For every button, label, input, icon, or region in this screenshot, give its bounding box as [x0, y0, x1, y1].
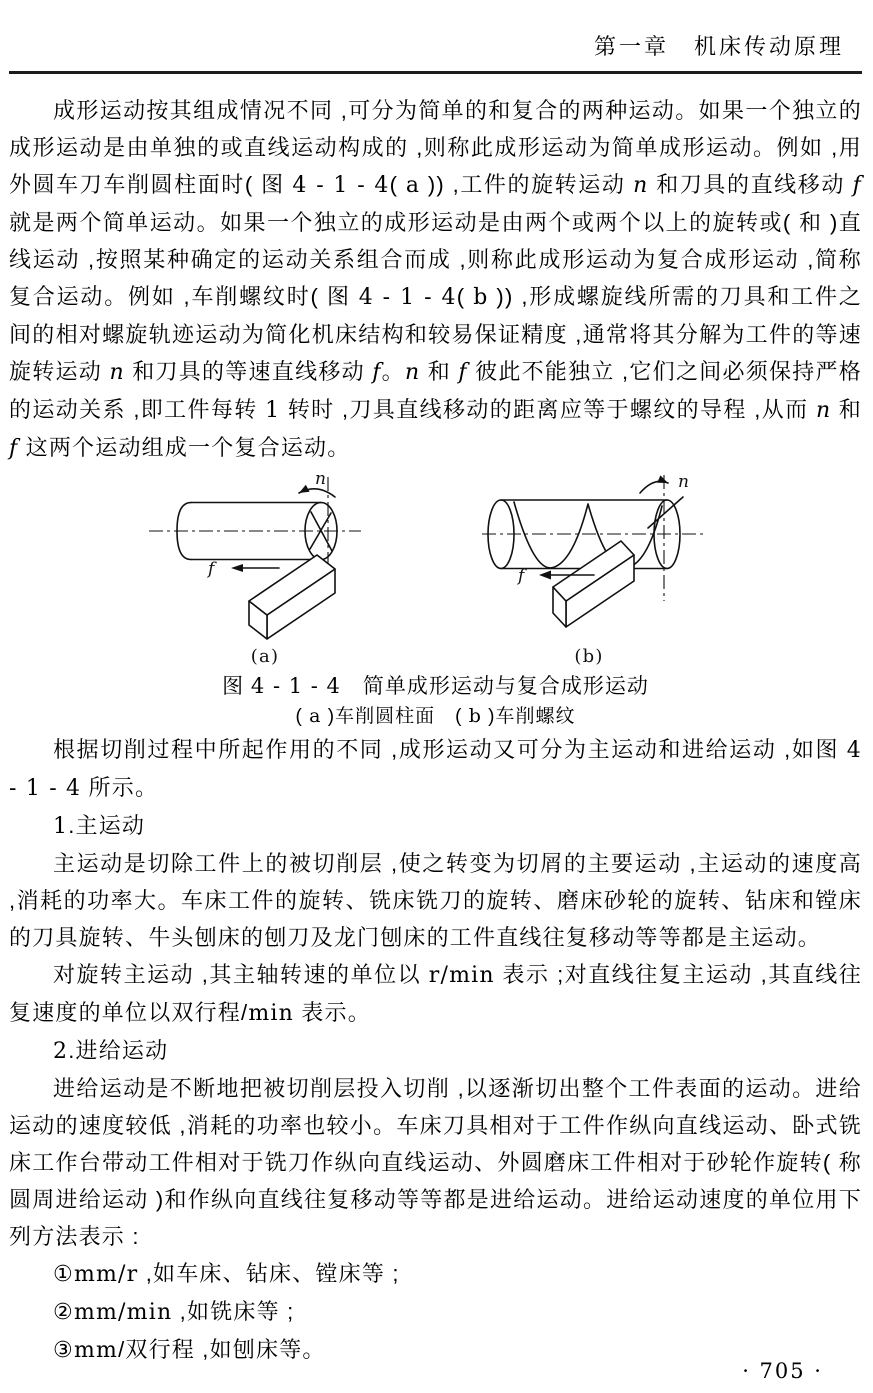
list-item-mm-per-double-stroke: ③mm/双行程 ,如刨床等。: [53, 1337, 326, 1363]
rotation-arrow-a: [299, 471, 335, 497]
heading-feed-motion: 2.进给运动: [53, 1038, 169, 1064]
page-body: [9, 92, 862, 1369]
figure-a-turning-cylinder: [147, 471, 377, 669]
header-rule: [9, 71, 862, 74]
list-item-mm-per-rev: ①mm/r ,如车床、钻床、镗床等 ;: [53, 1261, 400, 1287]
figure-b-label: (b): [574, 646, 604, 667]
paragraph-forming-motion: 成形运动按其组成情况不同 ,可分为简单的和复合的两种运动。如果一个独立的成形运动是由单独的或直线运动构成的 ,则称此成形运动为简单成形运动。例如 ,用外圆车刀车削圆柱面时( 图 4 - 1 - 4( a )) ,工件的旋转运动 n 和刀具的直线移动 f 就是两个简单运动。如果一个独立的成形运动是由两个或两个以上的旋转或( 和 )直线运动 ,按照某种确定的运动关系组合而成 ,则称此成形运动为复合成形运动 ,简称复合运动。例如 ,车削螺纹时( 图 4 - 1 - 4( b )) ,形成螺旋线所需的刀具和工件之间的相对螺旋轨迹运动为简化机床结构和较易保证精度 ,通常将其分解为工件的等速旋转运动 n 和刀具的等速直线移动 f。n 和 f 彼此不能独立 ,它们之间必须保持严格的运动关系 ,即工件每转 1 转时 ,刀具直线移动的距离应等于螺纹的导程 ,从而 n 和 f 这两个运动组成一个复合运动。: [9, 98, 863, 461]
figure-a-label: (a): [250, 646, 280, 667]
heading-main-motion: 1.主运动: [53, 813, 146, 839]
paragraph-motion-classification: 根据切削过程中所起作用的不同 ,成形运动又可分为主运动和进给运动 ,如图 4 - 1 - 4 所示。: [9, 737, 862, 801]
spindle-speed-label-b: n: [678, 472, 691, 492]
page-number: · 705 ·: [742, 1359, 823, 1383]
figure-4-1-4: [147, 471, 862, 669]
feed-label-b: f: [518, 566, 526, 586]
paragraph-main-motion: 主运动是切除工件上的被切削层 ,使之转变为切屑的主要运动 ,主运动的速度高 ,消耗的功率大。车床工件的旋转、铣床铣刀的旋转、磨床砂轮的旋转、钻床和镗床的刀具旋转、牛头刨床的刨刀及龙门刨床的工件直线往复移动等等都是主运动。: [9, 851, 862, 950]
cutting-tool-b: [553, 541, 634, 627]
spindle-speed-label-a: n: [315, 471, 328, 489]
figure-b-thread-turning: [482, 471, 732, 669]
feed-arrow-a: [206, 559, 279, 579]
figure-caption-sub: ( a )车削圆柱面 ( b )车削螺纹: [295, 705, 576, 727]
paragraph-feed-motion: 进给运动是不断地把被切削层投入切削 ,以逐渐切出整个工件表面的运动。进给运动的速度较低 ,消耗的功率也较小。车床刀具相对于工件作纵向直线运动、卧式铣床工作台带动工件相对于铣刀作纵向直线运动、外圆磨床工件相对于砂轮作旋转( 称圆周进给运动 )和作纵向直线往复移动等等都是进给运动。进给运动速度的单位用下列方法表示 :: [9, 1076, 862, 1249]
feed-label-a: f: [208, 559, 216, 579]
workpiece-cylinder-b: [488, 497, 683, 569]
list-item-mm-per-min: ②mm/min ,如铣床等 ;: [53, 1299, 295, 1325]
paragraph-main-motion-units: 对旋转主运动 ,其主轴转速的单位以 r/min 表示 ;对直线往复主运动 ,其直线往复速度的单位以双行程/min 表示。: [9, 962, 862, 1026]
figure-caption-title: 图 4 - 1 - 4 简单成形运动与复合成形运动: [222, 674, 649, 698]
helix-thread-line: [514, 502, 662, 568]
rotation-arrow-b: [640, 472, 690, 493]
chapter-header: 第一章 机床传动原理: [593, 34, 844, 59]
figure-caption: [9, 671, 862, 731]
